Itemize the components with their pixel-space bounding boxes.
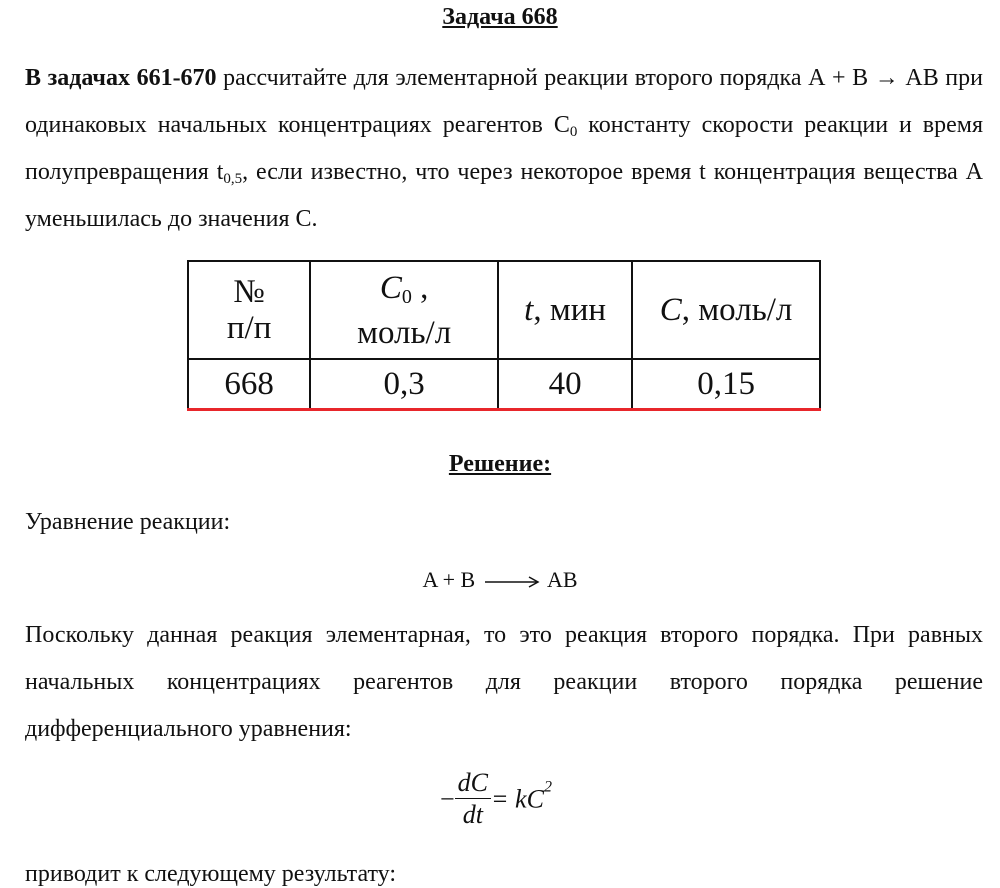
bottom-text: приводит к следующему результату:	[25, 861, 397, 887]
header-number: № п/п	[188, 261, 310, 359]
paragraph-explanation: Поскольку данная реакция элементарная, то это реакция второго порядка. При равных начальных концентрациях реагентов для реакции второго порядка решение дифференциального уравнения:	[25, 622, 983, 742]
problem-statement: В задачах 661-670 рассчитайте для элементарной реакции второго порядка А + В → АВ при одинаковых начальных концентрациях реагентов $С_0$ константу скорости реакции и время полупревращения $t_{0,5}$, если известно, что через некоторое время t концентрация вещества А уменьшилась до значения С.	[25, 65, 984, 232]
header-time: t, мин	[498, 261, 632, 359]
cell-c0: 0,3	[310, 359, 498, 410]
header-c: C, моль/л	[632, 261, 820, 359]
solution-heading: Решение:	[448, 451, 552, 477]
cell-c: 0,15	[632, 359, 820, 410]
right-arrow-icon	[481, 575, 543, 589]
cell-number: 668	[188, 359, 310, 410]
cell-time: 40	[498, 359, 632, 410]
table-header-row	[188, 261, 820, 359]
data-table	[187, 260, 821, 411]
header-c0: C0 , моль/л	[310, 261, 498, 359]
reaction-label: Уравнение реакции:	[25, 509, 231, 535]
reaction-equation: A + B AB	[422, 567, 578, 592]
differential-equation: − $\frac{dC}{dt}$ = $kC^2$	[440, 768, 552, 829]
page-title: Задача 668	[442, 4, 558, 30]
problem-range: В задачах 661-670	[25, 65, 217, 91]
fraction: $\frac{dC}{dt}$	[455, 768, 491, 831]
table-row	[188, 359, 820, 410]
